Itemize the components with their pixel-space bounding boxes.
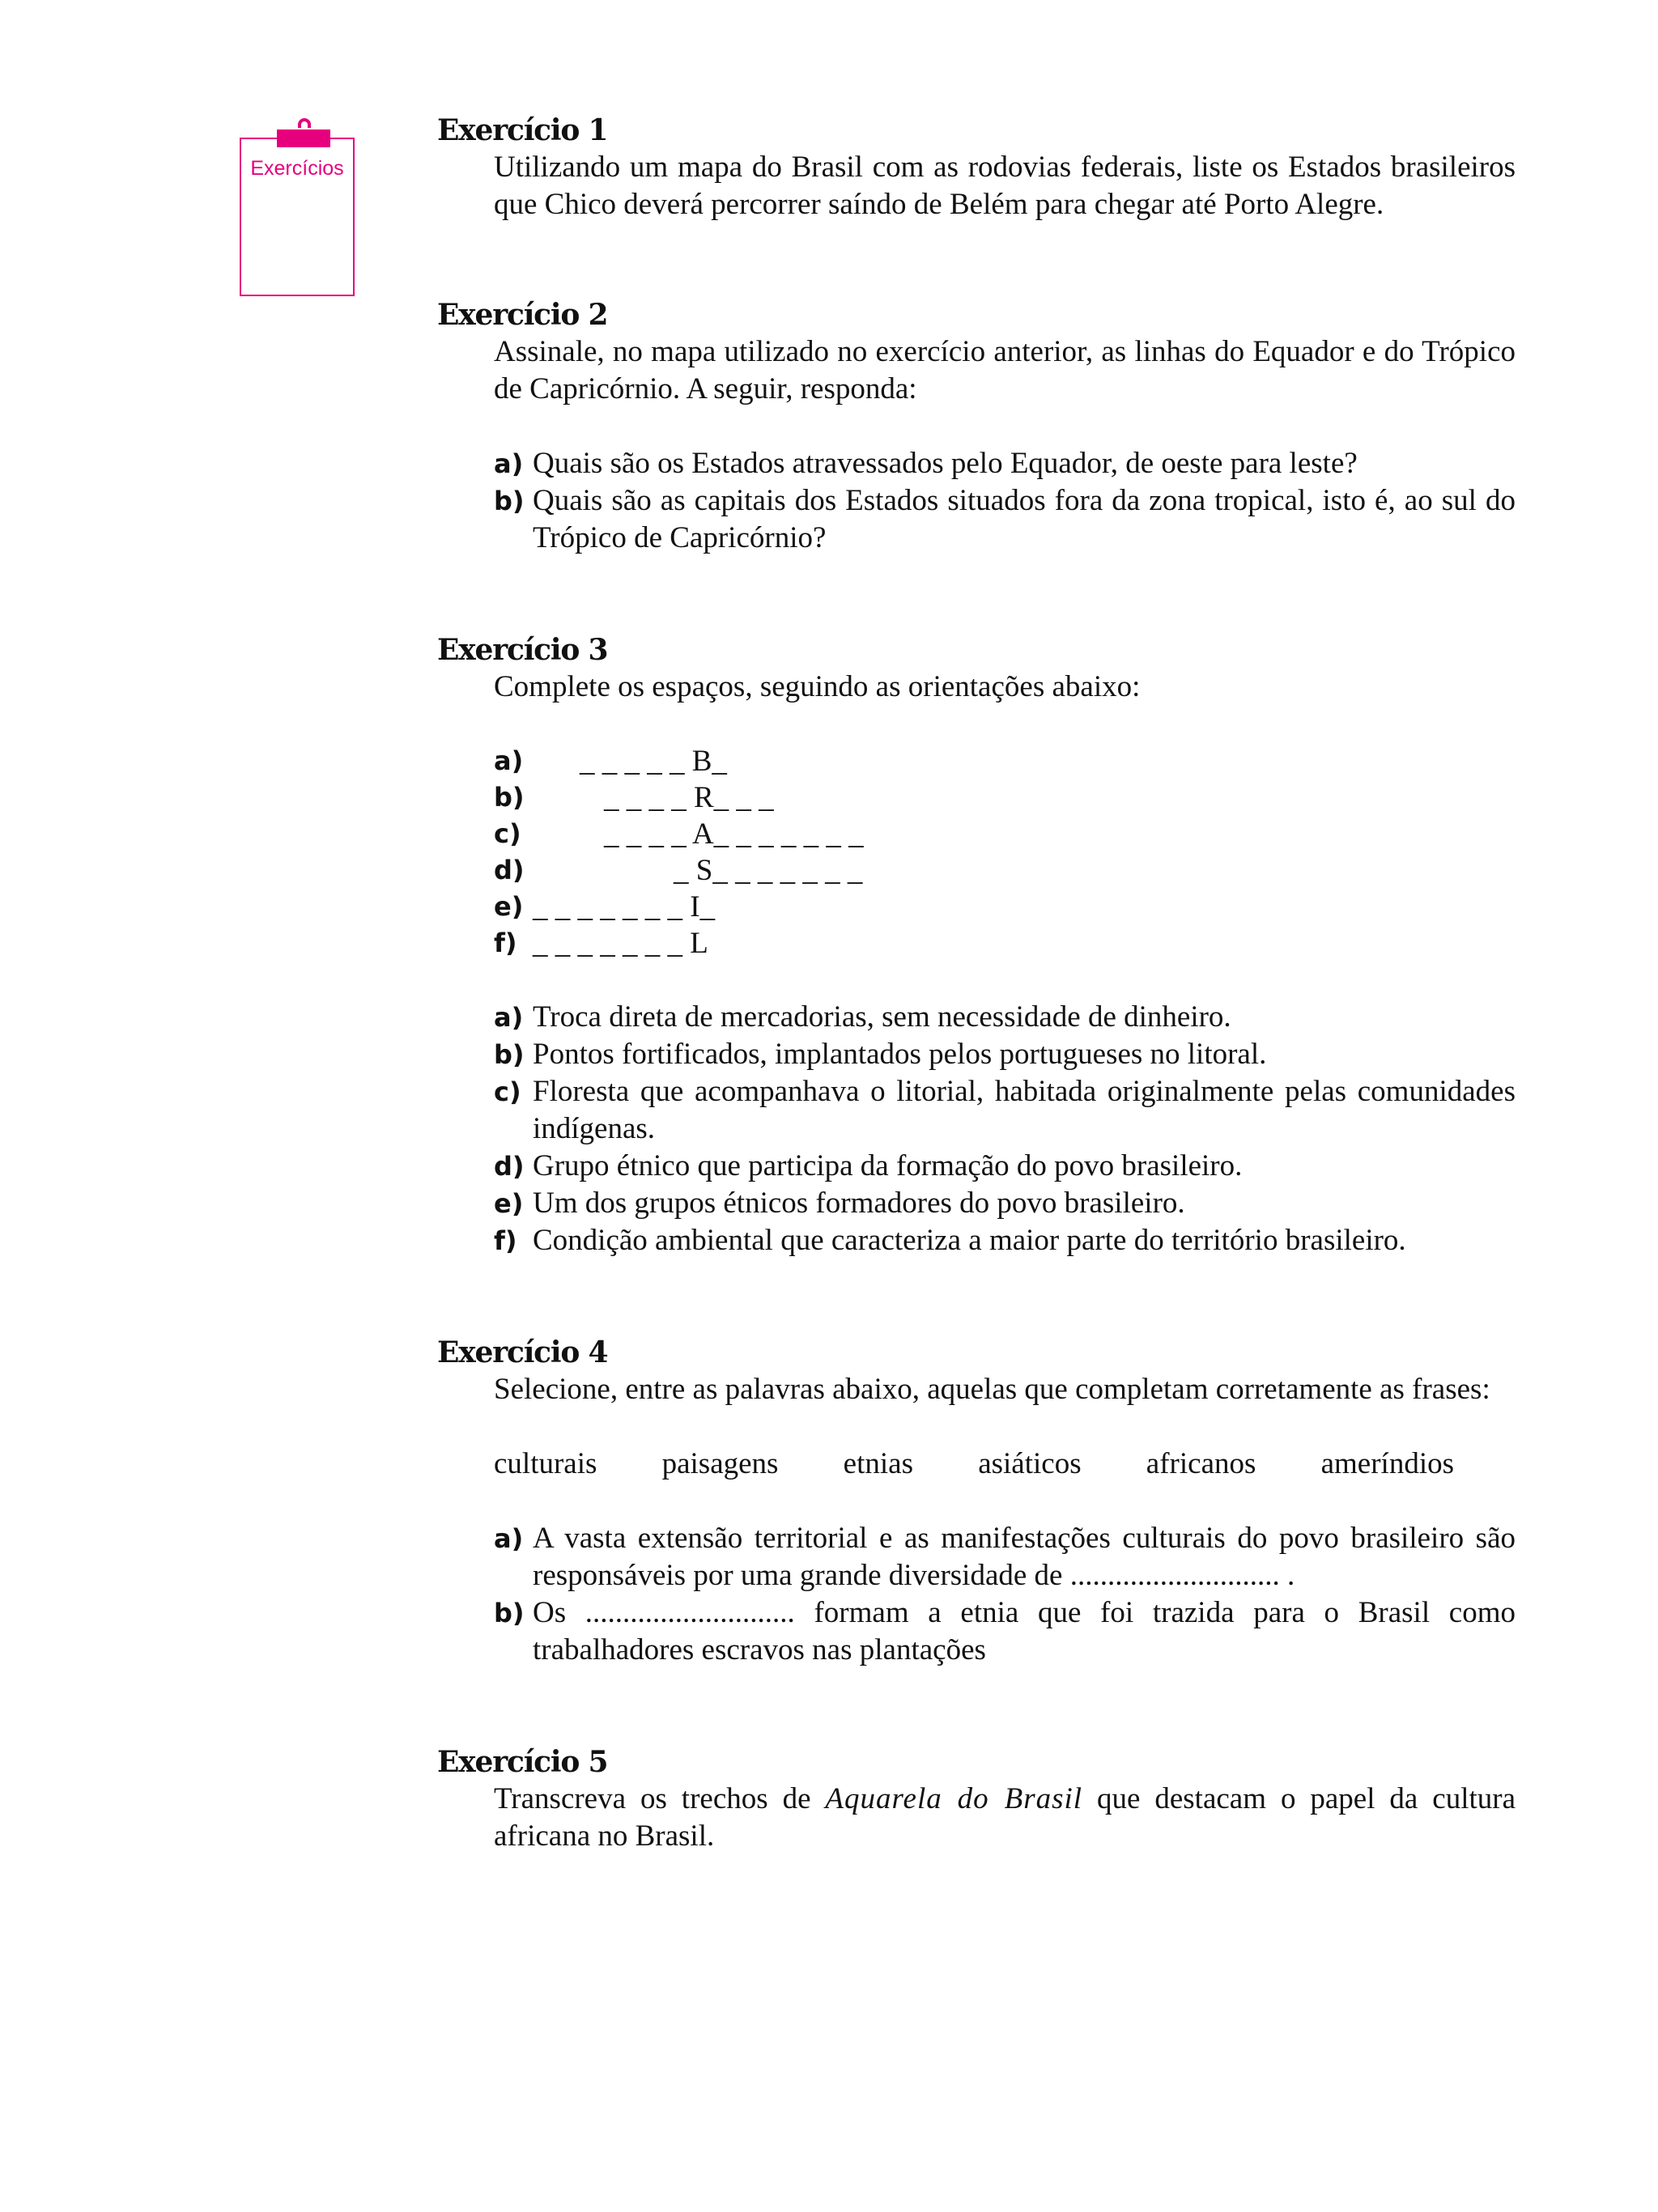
puzzle-blanks: _ _ _ _ _ _ _ L — [533, 927, 708, 960]
exercise-3 — [437, 631, 1516, 1259]
clipboard-clip-icon — [277, 129, 330, 147]
word-option: culturais — [494, 1447, 597, 1480]
item-letter: b) — [494, 782, 525, 813]
exercises-badge — [240, 138, 355, 296]
item-letter: c) — [494, 818, 521, 849]
item-letter: a) — [494, 745, 524, 776]
item-letter: a) — [494, 448, 524, 479]
sentence-item — [494, 1594, 1516, 1669]
item-text: Um dos grupos étnicos formadores do povo brasileiro. — [533, 1187, 1185, 1220]
clue-item — [494, 1148, 1516, 1185]
puzzle-row — [494, 743, 1516, 779]
exercise-5-title: Exercício 5 — [437, 1745, 608, 1779]
item-text: Condição ambiental que caracteriza a maior parte do território brasileiro. — [533, 1224, 1406, 1257]
item-letter: a) — [494, 1002, 524, 1033]
exercise-3-text: Complete os espaços, seguindo as orientações abaixo: — [494, 670, 1141, 703]
puzzle-blanks: _ _ _ _ A_ _ _ _ _ _ _ — [604, 817, 864, 851]
item-letter: f) — [494, 1225, 517, 1256]
item-text: Grupo étnico que participa da formação do povo brasileiro. — [533, 1149, 1243, 1182]
item-letter: e) — [494, 891, 524, 922]
item-letter: c) — [494, 1076, 521, 1107]
sentence-item — [494, 1520, 1516, 1594]
word-option: ameríndios — [1320, 1447, 1454, 1480]
item-letter: e) — [494, 1188, 524, 1219]
item-text: A vasta extensão territorial e as manifestações culturais do povo brasileiro são responsáveis por uma grande diversidade de ............................ . — [533, 1522, 1516, 1592]
word-option: africanos — [1146, 1447, 1256, 1480]
puzzle-row — [494, 925, 1516, 962]
puzzle-blanks: _ _ _ _ R_ _ _ — [604, 781, 774, 814]
item-text: Floresta que acompanhava o litorial, habitada originalmente pelas comunidades indígenas. — [533, 1075, 1516, 1145]
badge-label: Exercícios — [250, 157, 344, 180]
item-letter: b) — [494, 1598, 525, 1628]
text-segment: Transcreva os trechos de — [494, 1782, 826, 1815]
exercise-2-questions — [494, 445, 1516, 557]
exercise-4-text: Selecione, entre as palavras abaixo, aquelas que completam corretamente as frases: — [494, 1373, 1490, 1406]
exercise-5 — [437, 1743, 1516, 1855]
exercise-1-text: Utilizando um mapa do Brasil com as rodovias federais, liste os Estados brasileiros que Chico deverá percorrer saíndo de Belém para chegar até Porto Alegre. — [494, 151, 1516, 221]
song-title: Aquarela do Brasil — [825, 1782, 1083, 1815]
word-puzzle — [494, 743, 1516, 962]
text-segment: que destacam o papel da cultura africana no Brasil. — [494, 1782, 1516, 1853]
puzzle-row — [494, 889, 1516, 925]
exercise-1 — [437, 112, 1516, 223]
exercise-2 — [437, 296, 1516, 557]
clue-item — [494, 1036, 1516, 1073]
clue-item — [494, 1222, 1516, 1259]
item-text: Os ............................ formam a etnia que foi trazida para o Brasil como trabalhadores escravos nas plantações — [533, 1596, 1516, 1666]
exercise-content — [437, 112, 1516, 1855]
word-option: paisagens — [661, 1447, 779, 1480]
clue-item — [494, 999, 1516, 1036]
exercise-4-title: Exercício 4 — [437, 1335, 608, 1369]
item-letter: d) — [494, 1151, 525, 1182]
puzzle-row — [494, 816, 1516, 852]
exercise-3-title: Exercício 3 — [437, 633, 608, 667]
item-letter: f) — [494, 928, 517, 958]
exercise-2-text: Assinale, no mapa utilizado no exercício anterior, as linhas do Equador e do Trópico de Capricórnio. A seguir, responda: — [494, 335, 1516, 405]
item-letter: a) — [494, 1523, 524, 1554]
exercise-1-title: Exercício 1 — [437, 113, 608, 147]
question-item — [494, 445, 1516, 482]
exercise-4-sentences — [494, 1520, 1516, 1669]
word-option: etnias — [843, 1447, 913, 1480]
puzzle-blanks: _ _ _ _ _ B_ — [580, 745, 727, 778]
item-letter: d) — [494, 855, 525, 885]
puzzle-blanks: _ S_ _ _ _ _ _ _ — [674, 854, 863, 887]
word-option: asiáticos — [978, 1447, 1082, 1480]
item-letter: b) — [494, 1039, 525, 1070]
word-bank — [494, 1446, 1454, 1483]
exercise-3-clues — [494, 999, 1516, 1259]
puzzle-blanks: _ _ _ _ _ _ _ I_ — [533, 890, 716, 923]
item-text: Pontos fortificados, implantados pelos portugueses no litoral. — [533, 1038, 1267, 1071]
item-text: Troca direta de mercadorias, sem necessidade de dinheiro. — [533, 1000, 1231, 1034]
question-item — [494, 482, 1516, 557]
clue-item — [494, 1073, 1516, 1148]
exercise-4 — [437, 1334, 1516, 1669]
clue-item — [494, 1185, 1516, 1222]
puzzle-row — [494, 852, 1516, 889]
item-text: Quais são os Estados atravessados pelo Equador, de oeste para leste? — [533, 447, 1358, 480]
clipboard-ring-icon — [298, 118, 311, 128]
puzzle-row — [494, 779, 1516, 816]
item-letter: b) — [494, 486, 525, 516]
exercise-2-title: Exercício 2 — [437, 298, 608, 332]
item-text: Quais são as capitais dos Estados situados fora da zona tropical, isto é, ao sul do Trópico de Capricórnio? — [533, 484, 1516, 554]
exercise-5-text — [494, 1781, 1516, 1855]
